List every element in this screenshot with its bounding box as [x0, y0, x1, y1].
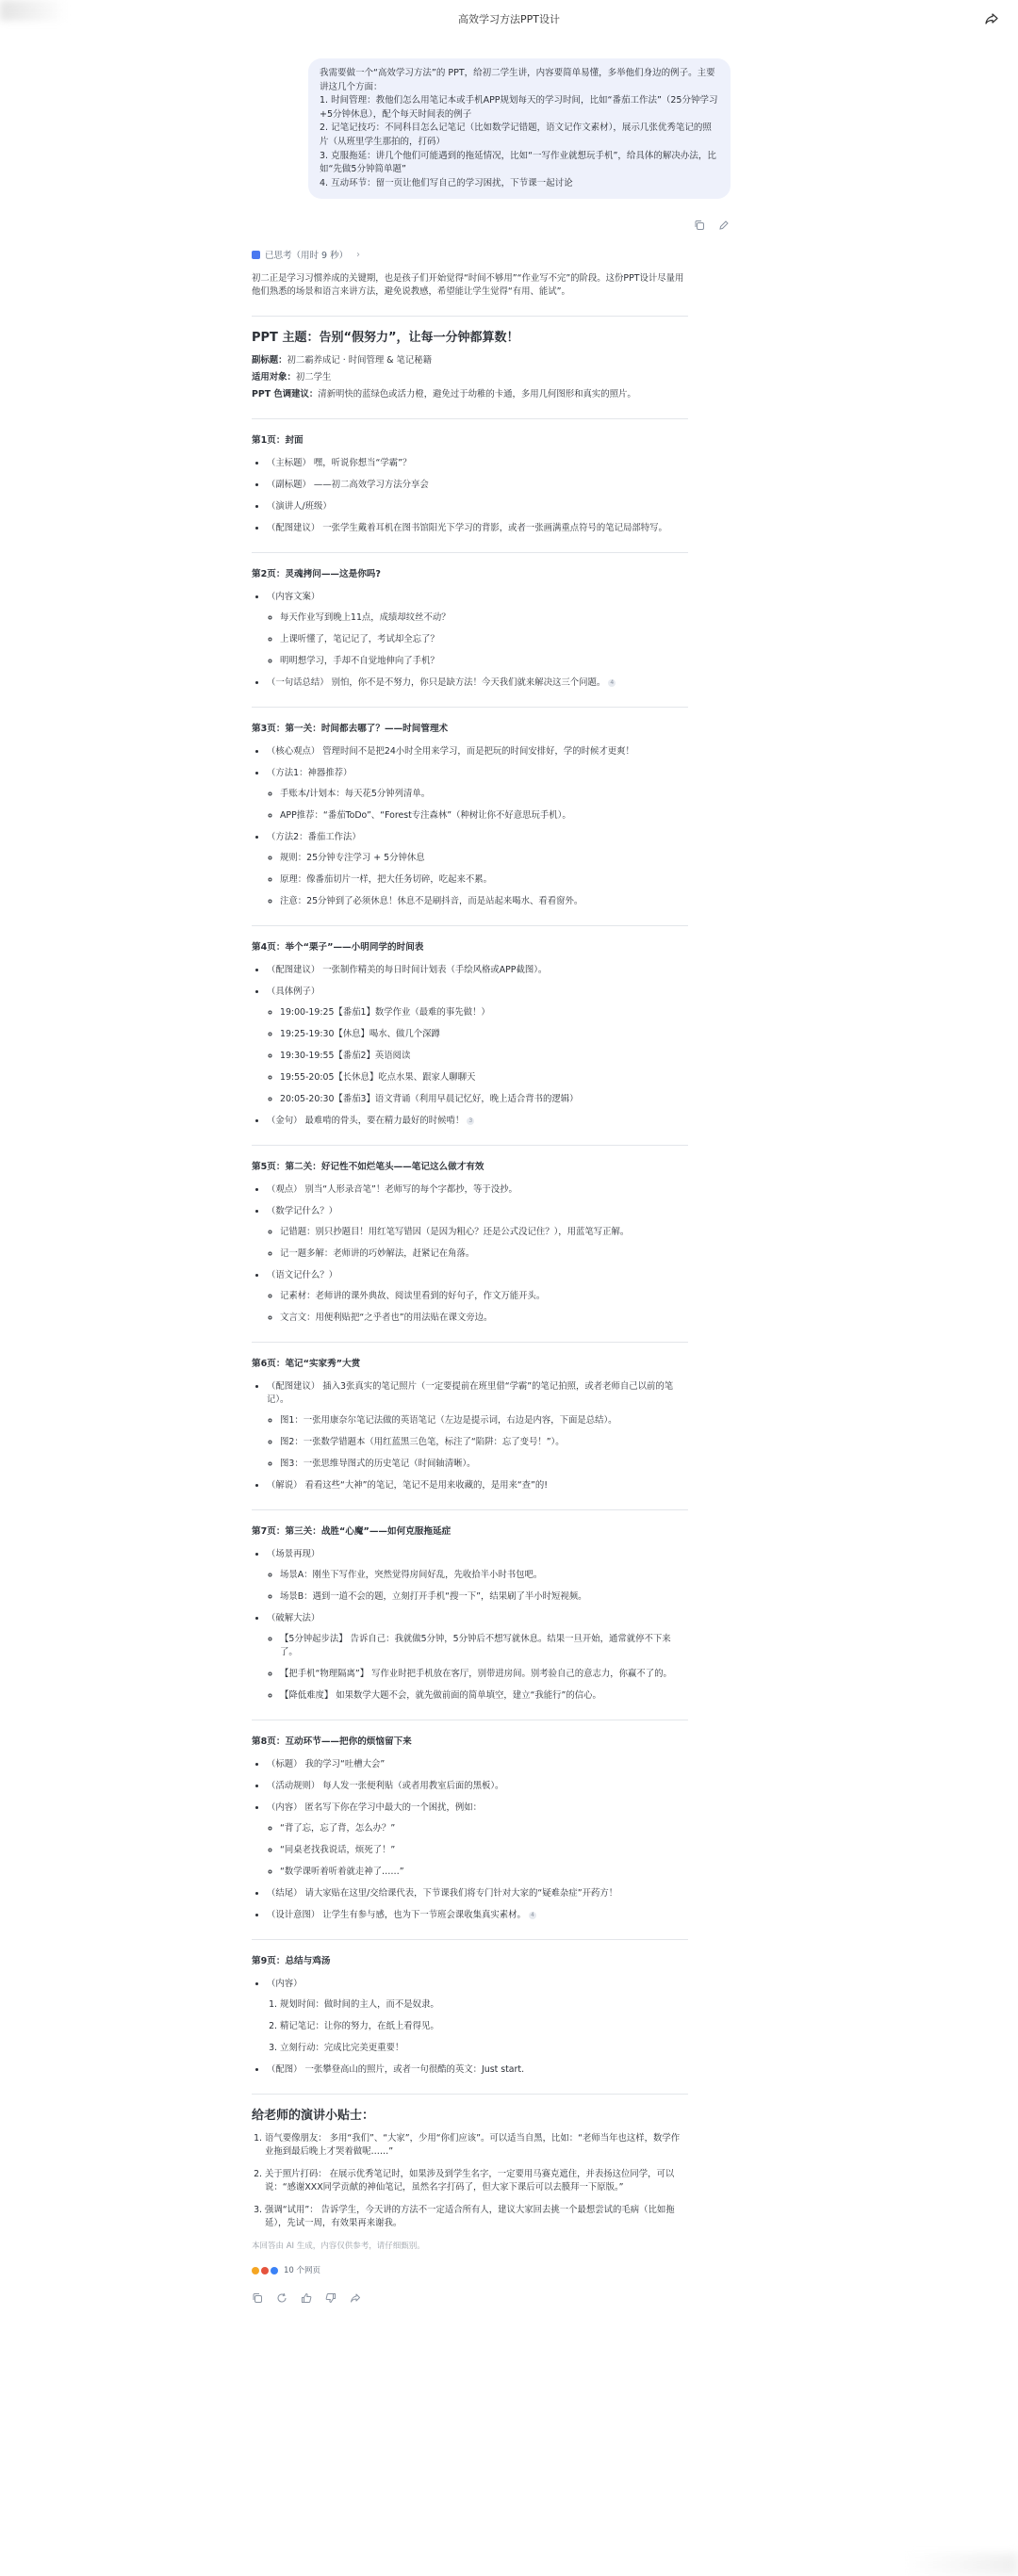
- slide-item-text: （结尾） 请大家贴在这里/交给课代表，下节课我们将专门针对大家的“疑难杂症”开药方！: [267, 1888, 618, 1899]
- divider: [252, 418, 688, 419]
- slide-items: [252, 457, 688, 535]
- citation-badge[interactable]: 4: [529, 1912, 536, 1919]
- divider: [252, 1342, 688, 1343]
- slide-item-text: （方法1：神器推荐）: [267, 768, 353, 778]
- slide-title: 第7页：第三关：战胜“心魔”——如何克服拖延症: [252, 1526, 452, 1537]
- slide-title: 第1页：封面: [252, 435, 304, 446]
- meta-value: 初二学生: [295, 372, 332, 383]
- slide-item-text: （内容）: [267, 1979, 303, 1989]
- slide-item-text: （配图建议） 一张制作精美的每日时间计划表（手绘风格或APP截图）。: [267, 965, 548, 975]
- sub-item: ◦ 每天作业写到晚上11点，成绩却纹丝不动？: [280, 611, 688, 625]
- source-pages-count: 10 个网页: [284, 2266, 321, 2275]
- slide-title: 第5页：第二关：好记性不如烂笔头——笔记这么做才有效: [252, 1162, 484, 1172]
- slide-item: [267, 831, 688, 908]
- slide-item-text: （活动规则） 每人发一张便利贴（或者用教室后面的黑板）。: [267, 1781, 504, 1791]
- sub-item: ◦ 19:25-19:30【休息】喝水、做几个深蹲: [280, 1028, 688, 1041]
- slide-item-text: （解说） 看看这些“大神”的笔记，笔记不是用来收藏的，是用来“查”的!: [267, 1480, 549, 1491]
- slide-title: 第8页：互动环节——把你的烦恼留下来: [252, 1736, 412, 1747]
- ppt-pages: [252, 418, 688, 2077]
- divider: [252, 2094, 688, 2095]
- thumbs-down-icon[interactable]: [325, 2292, 337, 2304]
- sub-item: ◦ 图2：一张数学错题本（用红蓝黑三色笔，标注了“陷阱：忘了变号！”）。: [280, 1436, 688, 1449]
- slide-item: [267, 1380, 688, 1471]
- slide-items: [252, 1380, 688, 1492]
- meta-key: PPT 色调建议：: [252, 389, 319, 399]
- slide-item-text: （核心观点） 管理时间不是把24小时全用来学习，而是把玩的时间安排好，学的时候才更爽！: [267, 746, 634, 757]
- share-icon[interactable]: [350, 2292, 361, 2304]
- numbered-item: 2. 精记笔记：让你的努力，在纸上看得见。: [280, 2020, 688, 2033]
- sub-items: [267, 1290, 688, 1325]
- ppt-heading: PPT 主题：告别“假努力”，让每一分钟都算数！: [252, 331, 519, 345]
- tip-item: 3. 强调“试用”： 告诉学生，今天讲的方法不一定适合所有人，建议大家回去挑一个最想尝试的毛病（比如拖延），先试一周，有效果再来谢我。: [265, 2204, 688, 2230]
- sub-item: ◦ 【5分钟起步法】 告诉自己：我就做5分钟，5分钟后不想写就休息。结果一旦开始，通常就停不下来了。: [280, 1633, 688, 1659]
- slide-item: [267, 964, 688, 977]
- slide-item-text: （具体例子）: [267, 986, 320, 997]
- divider: [252, 925, 688, 926]
- divider: [252, 1939, 688, 1940]
- meta-key: 副标题：: [252, 355, 287, 366]
- slide-item: [267, 1115, 688, 1128]
- slide-item-text: （副标题） ——初二高效学习方法分享会: [267, 480, 429, 490]
- slide-item-text: （观点） 别当“人形录音笔”！老师写的每个字都抄，等于没抄。: [267, 1184, 517, 1195]
- sub-item: ◦ 注意：25分钟到了必须休息！休息不是刷抖音，而是站起来喝水、看看窗外。: [280, 895, 688, 908]
- numbered-item: 1. 规划时间：做时间的主人，而不是奴隶。: [280, 1998, 688, 2012]
- sub-items: [267, 1006, 688, 1106]
- slide-items: [252, 1978, 688, 2077]
- slide-item: [267, 457, 688, 470]
- sub-item: ◦ “背了忘，忘了背，怎么办？”: [280, 1822, 688, 1835]
- sub-items: [267, 788, 688, 823]
- slide-item: [267, 767, 688, 823]
- slide-item: [267, 1183, 688, 1197]
- divider: [252, 1145, 688, 1146]
- meta-line: [252, 371, 688, 384]
- conversation-title: 高效学习方法PPT设计: [458, 13, 560, 25]
- edit-icon[interactable]: [718, 217, 730, 228]
- blurred-corner: [905, 2553, 1018, 2576]
- slide-item: [267, 1802, 688, 1879]
- chevron-right-icon: ›: [356, 249, 360, 260]
- sub-item: ◦ 场景B：遇到一道不会的题，立刻打开手机“搜一下”，结果刷了半小时短视频。: [280, 1590, 688, 1604]
- sub-item: ◦ 图3：一张思维导图式的历史笔记（时间轴清晰）。: [280, 1458, 688, 1471]
- source-favicons-icon: [252, 2267, 278, 2274]
- tips-list: [252, 2132, 688, 2230]
- sub-item: ◦ 上课听懂了，笔记记了，考试却全忘了？: [280, 633, 688, 646]
- deep-think-icon: [252, 251, 260, 259]
- slide-items: [252, 1758, 688, 1922]
- slide-items: [252, 591, 688, 690]
- sub-item: ◦ 19:30-19:55【番茄2】英语阅读: [280, 1050, 688, 1063]
- ai-disclaimer: 本回答由 AI 生成，内容仅供参考，请仔细甄别。: [252, 2242, 425, 2251]
- slide-item: [267, 479, 688, 492]
- user-message-actions: [694, 217, 730, 228]
- sub-items: [267, 1633, 688, 1703]
- thinking-toggle[interactable]: [252, 248, 360, 261]
- sub-item: ◦ 场景A：刚坐下写作业，突然觉得房间好乱，先收拾半小时书包吧。: [280, 1569, 688, 1582]
- copy-icon[interactable]: [252, 2292, 263, 2304]
- sub-item: ◦ 明明想学习，手却不自觉地伸向了手机？: [280, 655, 688, 668]
- slide-item-text: （内容） 匿名写下你在学习中最大的一个困扰，例如：: [267, 1802, 482, 1813]
- sub-items: [267, 611, 688, 668]
- sub-item: ◦ 19:00-19:25【番茄1】数学作业（最难的事先做！）: [280, 1006, 688, 1019]
- divider: [252, 707, 688, 708]
- thinking-label: 已思考（用时 9 秒）: [265, 251, 349, 261]
- sub-item: ◦ 文言文：用便利贴把“之乎者也”的用法贴在课文旁边。: [280, 1312, 688, 1325]
- user-message-line: 我需要做一个“高效学习方法”的 PPT，给初二学生讲，内容要简单易懂，多举他们身边的例子。主要讲这几个方面：: [320, 68, 715, 92]
- slide-items: [252, 1548, 688, 1703]
- ppt-meta: [252, 354, 688, 401]
- intro-paragraph: 初二正是学习习惯养成的关键期，也是孩子们开始觉得“时间不够用”“作业写不完”的阶段。这份PPT设计尽量用他们熟悉的场景和语言来讲方法，避免说教感，希望能让学生觉得“有用、能试”。: [252, 273, 684, 297]
- assistant-answer: [252, 269, 688, 2304]
- slide-item: [267, 1269, 688, 1325]
- slide-item-text: （金句） 最难啃的骨头，要在精力最好的时候啃！: [267, 1116, 465, 1126]
- slide-item-text: （主标题） 嘿，听说你想当“学霸”？: [267, 458, 412, 468]
- meta-key: 适用对象：: [252, 372, 296, 383]
- slide-title: 第6页：笔记“实家秀”大赏: [252, 1359, 361, 1369]
- top-bar: [0, 0, 1018, 41]
- user-message-line: 3. 克服拖延：讲几个他们可能遇到的拖延情况，比如“一写作业就想玩手机”，给具体的解决办法，比如“先做5分钟简单题”: [320, 150, 716, 175]
- slide-title: 第4页：举个“栗子”——小明同学的时间表: [252, 942, 424, 953]
- slide-item-text: （内容文案）: [267, 592, 320, 602]
- meta-line: [252, 354, 688, 367]
- slide-item-text: （配图建议） 一张学生戴着耳机在图书馆阳光下学习的背影，或者一张画满重点符号的笔记局部特写。: [267, 523, 667, 533]
- slide-item: [267, 1479, 688, 1492]
- slide-item: [267, 1205, 688, 1261]
- share-icon[interactable]: [984, 11, 999, 26]
- meta-value: 初二霸养成记 · 时间管理 & 笔记秘籍: [287, 355, 432, 366]
- slide-item: [267, 522, 688, 535]
- slide-item: [267, 500, 688, 514]
- slide-title: 第9页：总结与鸡汤: [252, 1956, 331, 1966]
- sub-item: ◦ 手账本/计划本：每天花5分钟列清单。: [280, 788, 688, 801]
- slide-item: [267, 986, 688, 1106]
- slide-item: [267, 1909, 688, 1922]
- user-message-bubble: [308, 58, 731, 199]
- user-message-line: 2. 记笔记技巧：不同科目怎么记笔记（比如数学记错题，语文记作文素材），展示几张优秀笔记的照片（从班里学生那拍的，打码）: [320, 122, 712, 147]
- divider: [252, 552, 688, 553]
- meta-value: 清新明快的蓝绿色或活力橙，避免过于幼稚的卡通，多用几何图形和真实的照片。: [318, 389, 636, 399]
- sub-items: [267, 1226, 688, 1261]
- regenerate-icon[interactable]: [276, 2292, 287, 2304]
- sub-item: ◦ 图1：一张用康奈尔笔记法做的英语笔记（左边是提示词，右边是内容，下面是总结）。: [280, 1414, 688, 1427]
- slide-item: [267, 1758, 688, 1771]
- slide-item-text: （一句话总结） 别怕，你不是不努力，你只是缺方法！今天我们就来解决这三个问题。: [267, 677, 606, 688]
- slide-title: 第2页：灵魂拷问——这是你吗?: [252, 569, 381, 579]
- slide-item: [267, 2063, 688, 2077]
- sub-item: ◦ 20:05-20:30【番茄3】语文背诵（利用早晨记忆好，晚上适合背书的逻辑）: [280, 1093, 688, 1106]
- slide-title: 第3页：第一关：时间都去哪了？——时间管理术: [252, 724, 449, 734]
- user-message-line: 1. 时间管理：教他们怎么用笔记本或手机APP规划每天的学习时间，比如“番茄工作法”（25分钟学习+5分钟休息），配个每天时间表的例子: [320, 95, 718, 120]
- copy-icon[interactable]: [694, 217, 705, 228]
- sub-item: ◦ “同桌老找我说话，烦死了！”: [280, 1844, 688, 1857]
- divider: [252, 316, 688, 317]
- slide-item-text: （场景再现）: [267, 1549, 320, 1559]
- sub-items: [267, 1822, 688, 1879]
- sub-item: ◦ 19:55-20:05【长休息】吃点水果、跟家人聊聊天: [280, 1071, 688, 1084]
- tips-heading: 给老师的演讲小贴士：: [252, 2109, 375, 2123]
- slide-item-text: （设计意图） 让学生有参与感，也为下一节班会课收集真实素材。: [267, 1910, 526, 1920]
- slide-item: [267, 1887, 688, 1900]
- slide-item-text: （配图） 一张攀登高山的照片，或者一句很酷的英文：Just start.: [267, 2064, 525, 2075]
- slide-item: [267, 1548, 688, 1604]
- answer-actions: [252, 2292, 688, 2304]
- slide-item: [267, 1612, 688, 1703]
- sub-item: ◦ “数学课听着听着就走神了……”: [280, 1866, 688, 1879]
- sub-item: ◦ 记一题多解：老师讲的巧妙解法，赶紧记在角落。: [280, 1247, 688, 1261]
- slide-item: [267, 745, 688, 758]
- sub-item: ◦ APP推荐：“番茄ToDo”、“Forest专注森林”（种树让你不好意思玩手机）。: [280, 809, 688, 823]
- sub-items: [267, 1414, 688, 1471]
- numbered-items: [267, 1998, 688, 2055]
- slide-item-text: （语文记什么？）: [267, 1270, 338, 1280]
- sub-item: ◦ 原理：像番茄切片一样，把大任务切碎，吃起来不累。: [280, 873, 688, 887]
- slide-item: [267, 677, 688, 690]
- slide-item-text: （标题） 我的学习“吐槽大会”: [267, 1759, 386, 1769]
- tip-item: 2. 关于照片打码： 在展示优秀笔记时，如果涉及到学生名字，一定要用马赛克遮住，并表扬这位同学，可以说：“感谢XXX同学贡献的神仙笔记，虽然名字打码了，但大家下课后可以去膜拜一下原版。”: [265, 2168, 688, 2194]
- sub-items: [267, 1569, 688, 1604]
- slide-items: [252, 964, 688, 1128]
- slide-item-text: （演讲人/班级）: [267, 501, 332, 512]
- slide-item-text: （配图建议） 插入3张真实的笔记照片（一定要提前在班里借“学霸”的笔记拍照，或者老师自己以前的笔记）。: [267, 1381, 674, 1405]
- citation-badge[interactable]: 4: [608, 679, 616, 687]
- slide-item: [267, 1780, 688, 1793]
- user-message-line: 4. 互动环节：留一页让他们写自己的学习困扰，下节课一起讨论: [320, 177, 573, 188]
- slide-item: [267, 591, 688, 668]
- source-pages[interactable]: [252, 2264, 688, 2277]
- slide-items: [252, 1183, 688, 1325]
- meta-line: [252, 388, 688, 401]
- divider: [252, 1509, 688, 1510]
- slide-item-text: （数学记什么？）: [267, 1206, 338, 1216]
- sub-item: ◦ 【降低难度】 如果数学大题不会，就先做前面的简单填空，建立“我能行”的信心。: [280, 1689, 688, 1703]
- numbered-item: 3. 立刻行动：完成比完美更重要！: [280, 2042, 688, 2055]
- slide-items: [252, 745, 688, 908]
- slide-item-text: （方法2：番茄工作法）: [267, 832, 361, 842]
- thumbs-up-icon[interactable]: [301, 2292, 312, 2304]
- slide-item: [267, 1978, 688, 2055]
- sub-items: [267, 852, 688, 908]
- citation-badge[interactable]: 3: [467, 1117, 474, 1125]
- tip-item: 1. 语气要像朋友： 多用“我们”、“大家”，少用“你们应该”。可以适当自黑，比如：“老师当年也这样，数学作业拖到最后晚上才哭着做呢……”: [265, 2132, 688, 2159]
- sub-item: ◦ 【把手机“物理隔离”】 写作业时把手机放在客厅，别带进房间。别考验自己的意志力，你赢不了的。: [280, 1668, 688, 1681]
- sub-item: ◦ 规则：25分钟专注学习 + 5分钟休息: [280, 852, 688, 865]
- sub-item: ◦ 记素材：老师讲的课外典故、阅读里看到的好句子，作文万能开头。: [280, 1290, 688, 1303]
- sub-item: ◦ 记错题：别只抄题目！用红笔写错因（是因为粗心？还是公式没记住？），用蓝笔写正解。: [280, 1226, 688, 1239]
- slide-item-text: （破解大法）: [267, 1613, 320, 1623]
